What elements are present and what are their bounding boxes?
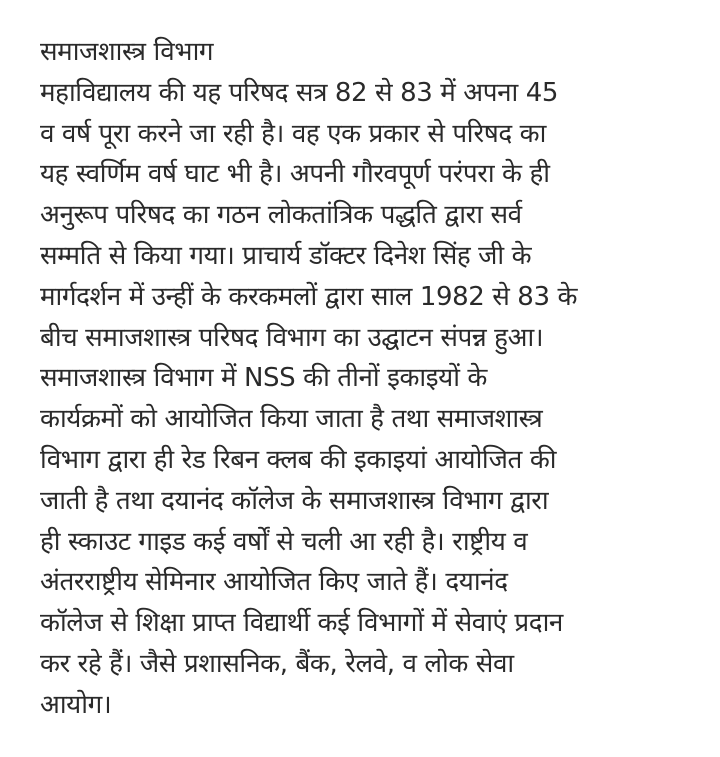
text-line: सम्मति से किया गया। प्राचार्य डॉक्टर दिनेश सिंह जी के: [40, 240, 532, 271]
text-line: आयोग।: [40, 689, 112, 720]
text-line: कॉलेज से शिक्षा प्राप्त विद्यार्थी कई विभागों में सेवाएं प्रदान: [40, 608, 563, 639]
document-heading: समाजशास्त्र विभाग: [40, 37, 214, 67]
text-line: अंतरराष्ट्रीय सेमिनार आयोजित किए जाते हैं। दयानंद: [40, 567, 508, 598]
document-body: [40, 32, 710, 726]
text-line: कार्यक्रमों को आयोजित किया जाता है तथा समाजशास्त्र: [40, 404, 543, 435]
text-line: जाती है तथा दयानंद कॉलेज के समाजशास्त्र विभाग द्वारा: [40, 485, 549, 516]
text-line: व वर्ष पूरा करने जा रही है। वह एक प्रकार से परिषद का: [40, 118, 546, 149]
text-line: महाविद्यालय की यह परिषद सत्र 82 से 83 में अपना 45: [40, 77, 559, 108]
text-line: अनुरूप परिषद का गठन लोकतांत्रिक पद्धति द्वारा सर्व: [40, 200, 522, 231]
text-line: मार्गदर्शन में उन्हीं के करकमलों द्वारा साल 1982 से 83 के: [40, 281, 578, 312]
text-line: विभाग द्वारा ही रेड रिबन क्लब की इकाइयां आयोजित की: [40, 444, 557, 475]
text-line: कर रहे हैं। जैसे प्रशासनिक, बैंक, रेलवे, व लोक सेवा: [40, 648, 514, 679]
text-line: समाजशास्त्र विभाग में NSS की तीनों इकाइयों के: [40, 363, 487, 394]
text-line: ही स्काउट गाइड कई वर्षों से चली आ रही है। राष्ट्रीय व: [40, 526, 528, 557]
text-line: यह स्वर्णिम वर्ष घाट भी है। अपनी गौरवपूर्ण परंपरा के ही: [40, 159, 550, 190]
text-line: बीच समाजशास्त्र परिषद विभाग का उद्घाटन संपन्न हुआ।: [40, 322, 544, 353]
